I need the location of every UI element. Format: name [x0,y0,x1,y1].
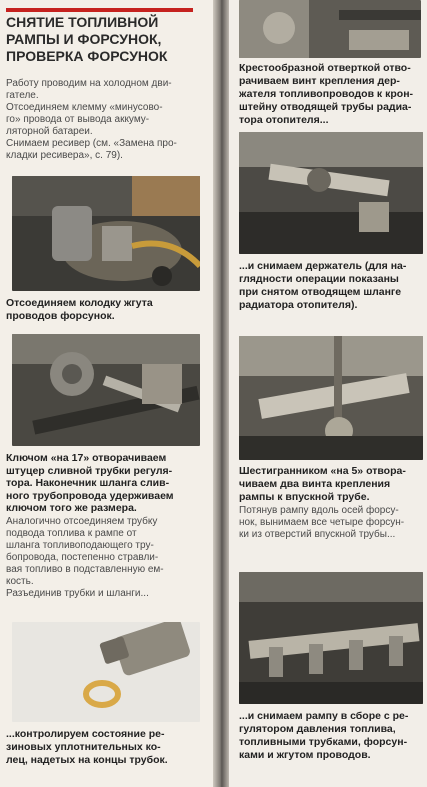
text-line: кладки ресивера», с. 79). [6,150,123,161]
text-line: Ключом «на 17» отворачиваем [6,452,167,464]
caption-3 [6,728,212,767]
right-caption-4 [239,710,425,762]
text-line: рачиваем винт крепления дер- [239,75,400,87]
text-line: штейну отводящей трубы радиа- [239,101,412,113]
title-line: РАМПЫ И ФОРСУНОК, [6,31,162,47]
photo-hex-key [239,336,423,460]
text-line: Разъединив трубки и шланги... [6,588,149,599]
photo-wrench [12,334,200,446]
right-caption-2 [239,260,425,312]
text-line: Крестообразной отверткой отво- [239,62,411,74]
text-line: проводов форсунок. [6,310,115,322]
intro-text [6,78,210,162]
text-line: нок, вынимаем все четыре форсун- [239,517,405,528]
text-line: лец, надетых на концы трубок. [6,754,168,766]
text-line: шланга топливоподающего тру- [6,540,154,551]
text-line: ...и снимаем держатель (для на- [239,260,407,272]
text-line: жателя топливопроводов к крон- [239,88,414,100]
title-accent-bar [6,8,193,12]
photo-screwdriver [239,0,421,58]
right-caption-3 [239,465,425,504]
right-caption-1 [239,62,425,127]
title-line: ПРОВЕРКА ФОРСУНОК [6,48,168,64]
text-line: Отсоединяем клемму «минусово- [6,102,163,113]
text-line: при снятом отводящем шланге [239,286,402,298]
text-line: зиновых уплотнительных ко- [6,741,161,753]
right-caption-3-note [239,505,425,541]
right-page [229,0,427,787]
text-line: рампы к впускной трубе. [239,491,370,503]
text-line: тора. Наконечник шланга слив- [6,477,170,490]
photo-o-ring [12,622,200,722]
text-line: радиатора отопителя). [239,299,358,311]
text-line: го» провода от вывода аккуму- [6,114,150,125]
text-line: ного трубопровода удерживаем [6,489,174,502]
text-line: ляторной батареи. [6,126,93,137]
text-line: кость. [6,576,34,587]
text-line: Снимаем ресивер (см. «Замена про- [6,138,177,149]
text-line: подвода топлива к рампе от [6,528,137,539]
text-line: Шестигранником «на 5» отвора- [239,465,406,477]
text-line: ...и снимаем рампу в сборе с ре- [239,710,409,722]
photo-connector [12,176,200,291]
text-line: тора отопителя... [239,114,329,126]
text-line: Потянув рампу вдоль осей форсу- [239,505,399,516]
text-line: гателе. [6,90,39,101]
text-line: ки из отверстий впускной трубы... [239,529,396,540]
text-line: штуцер сливной трубки регуля- [6,464,173,477]
page-title [6,14,206,65]
caption-2 [6,452,212,515]
text-line: глядности операции показаны [239,273,399,285]
text-line: бопровода, постепенно стравли- [6,552,159,563]
text-line: чиваем два винта крепления [239,478,391,490]
caption-2-note [6,516,212,600]
photo-holder [239,132,423,254]
caption-1 [6,297,210,323]
text-line: ключом того же размера. [6,502,137,515]
title-line: СНЯТИЕ ТОПЛИВНОЙ [6,14,159,30]
text-line: ками и жгутом проводов. [239,749,371,761]
text-line: Отсоединяем колодку жгута [6,297,153,309]
text-line: вая топливо в подставленную ем- [6,564,164,575]
left-page [0,0,213,787]
book-spine [213,0,229,787]
text-line: топливными трубками, форсун- [239,736,408,748]
photo-fuel-rail [239,572,423,704]
text-line: ...контролируем состояние ре- [6,728,165,740]
text-line: гулятором давления топлива, [239,723,396,735]
text-line: Аналогично отсоединяем трубку [6,516,158,527]
text-line: Работу проводим на холодном дви- [6,78,172,89]
